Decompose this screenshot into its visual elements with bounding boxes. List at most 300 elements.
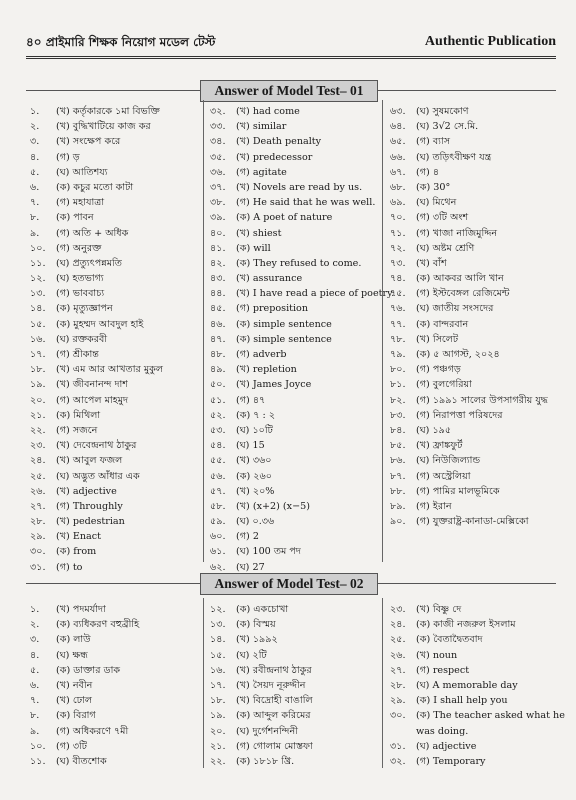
answer-text: (গ) ড় (56, 151, 80, 163)
answer-text: (ঘ) 27 (236, 561, 265, 573)
answer-text: (ক) মুহম্মদ আবদুল হাই (56, 318, 144, 330)
answer-number: ২৫. (30, 470, 46, 482)
answer-number: ৮৪. (390, 424, 406, 436)
answer-item (30, 362, 202, 377)
answer-number: ৮. (30, 212, 40, 224)
answer-text: (ক) ৭ : ২ (236, 409, 276, 421)
answer-number: ৩৭. (210, 181, 226, 193)
answer-item (390, 453, 556, 468)
answer-number: ৫৯. (210, 516, 226, 528)
answer-item (210, 195, 382, 210)
answer-text: (ঘ) 3√2 সে.মি. (416, 121, 479, 133)
answer-number: ২. (30, 619, 40, 631)
answer-item (30, 754, 202, 769)
answer-text: (ঘ) ২টি (236, 649, 267, 661)
answer-item (390, 438, 556, 453)
answer-text: (গ) respect (416, 664, 470, 676)
answer-number: ৩. (30, 634, 40, 646)
answer-item (210, 754, 382, 769)
answer-item (30, 134, 202, 149)
answer-number: ৬৩. (390, 106, 406, 117)
answer-number: ২৮. (390, 679, 406, 691)
answer-text: (ক) simple sentence (236, 333, 332, 345)
answer-text: (খ) সৈয়দ নূরুদ্দীন (236, 679, 306, 691)
answer-text: (খ) রবীন্দ্রনাথ ঠাকুর (236, 664, 312, 676)
answer-number: ৭১. (390, 227, 406, 239)
answer-number: ৩৫. (210, 151, 226, 163)
answer-text: (খ) James Joyce (236, 379, 312, 391)
answer-number: ৩০. (390, 710, 406, 722)
answer-number: ৭৬. (390, 303, 406, 315)
answer-text: (খ) shiest (236, 227, 282, 239)
answer-item (390, 484, 556, 499)
answer-text: (গ) 2 (236, 531, 259, 543)
answer-number: ৩২. (390, 755, 406, 767)
answer-text: (গ) ব্যাস (416, 136, 451, 148)
answer-item (30, 560, 202, 575)
answer-number: ৯. (30, 725, 40, 737)
answer-number: ৭৭. (390, 318, 406, 330)
answer-number: ৪. (30, 151, 40, 163)
answer-text: (ক) একচোখা (236, 604, 289, 615)
answer-item (30, 119, 202, 134)
answer-item (30, 663, 202, 678)
answer-number: ৬২. (210, 561, 226, 573)
answer-number: ১৭. (30, 349, 46, 360)
answer-number: ৩৪. (210, 136, 226, 148)
answer-item (30, 529, 202, 544)
answer-number: ৩০. (30, 546, 46, 558)
answer-number: ৪. (30, 649, 40, 661)
answer-text: (খ) কর্তৃকারকে ১মা বিভক্তি (56, 106, 160, 117)
answer-text: (গ) অধিকরণে ৭মী (56, 725, 129, 737)
answer-text: (গ) নিরাপত্তা পরিষদের (416, 409, 503, 421)
answer-item (210, 377, 382, 392)
answer-item (30, 617, 202, 632)
publisher-name: Authentic Publication (424, 34, 556, 49)
answer-item (390, 347, 556, 362)
answer-number: ৪৪. (210, 288, 226, 300)
answer-item (390, 693, 556, 708)
answer-number: ২৯. (30, 531, 46, 543)
answer-text: (খ) adjective (56, 485, 117, 497)
answer-number: ৪৩. (210, 273, 226, 285)
answer-item (210, 739, 382, 754)
answer-item (390, 617, 556, 632)
answer-number: ৮৯. (390, 500, 406, 512)
answer-item (210, 362, 382, 377)
answer-text: (খ) এম আর আখতার মুকুল (56, 364, 164, 376)
answer-item (210, 529, 382, 544)
answer-text: (গ) He said that he was well. (236, 197, 376, 209)
answer-number: ৮৩. (390, 409, 406, 421)
answer-item (30, 347, 202, 362)
answer-number: ২০. (30, 394, 46, 406)
answer-item (30, 195, 202, 210)
section2-column-2 (210, 602, 382, 769)
answer-item (30, 484, 202, 499)
answer-text: (ঘ) A memorable day (416, 679, 518, 691)
answer-number: ৭৮. (390, 333, 406, 345)
section1-title: Answer of Model Test– 01 (200, 80, 378, 102)
answer-number: ২৬. (30, 485, 46, 497)
answer-number: ৯০. (390, 516, 406, 528)
answer-item (210, 347, 382, 362)
answer-number: ১৩. (30, 288, 46, 300)
answer-number: ২. (30, 121, 40, 133)
answer-number: ৮. (30, 710, 40, 722)
answer-text: (ঘ) ১৯৫ (416, 424, 452, 436)
answer-number: ৬৫. (390, 136, 406, 148)
answer-text: (ক) ২৬০ (236, 470, 272, 482)
answer-number: ৩৮. (210, 197, 226, 209)
answer-item (210, 602, 382, 617)
answer-text: (ঘ) রক্তকরবী (56, 333, 108, 345)
answer-number: ১০. (30, 740, 46, 752)
answer-text: (খ) বাঁশ (416, 257, 447, 269)
answer-text: (খ) ২০% (236, 485, 275, 497)
answer-text: (গ) শ্রীকান্ত (56, 349, 99, 360)
answer-text: (গ) অনুরক্ত (56, 242, 102, 254)
answer-text: (ক) পাবন (56, 212, 94, 224)
answer-text: (খ) ১৯৯২ (236, 634, 278, 646)
answer-number: ১২. (210, 604, 226, 615)
answer-item (210, 119, 382, 134)
answer-text: (গ) ১৯৯১ সালের উপসাগরীয় যুদ্ধ (416, 394, 548, 406)
answer-text: (ঘ) ০.৩৬ (236, 516, 275, 528)
answer-text: (ঘ) জাতীয় সংসদের (416, 303, 494, 315)
answer-text: (ক) ১৮১৮ খ্রি. (236, 755, 295, 767)
answer-number: ৭৫. (390, 288, 406, 300)
answer-text: (ঘ) adjective (416, 740, 477, 752)
answer-text: (ঘ) হতভাগ্য (56, 273, 104, 285)
answer-text: (খ) assurance (236, 273, 303, 285)
answer-item (210, 256, 382, 271)
answer-text: (ক) They refused to come. (236, 257, 362, 269)
answer-text: (ঘ) অদ্ভুত আঁধার এক (56, 470, 140, 482)
answer-number: ২১. (210, 740, 226, 752)
answer-item (390, 150, 556, 165)
answer-number: ১৬. (210, 664, 226, 676)
answer-number: ৮৫. (390, 440, 406, 452)
answer-item (390, 210, 556, 225)
answer-text: (খ) ৩৬০ (236, 455, 272, 467)
answer-text: (খ) নবীন (56, 679, 93, 691)
answer-item (210, 317, 382, 332)
answer-number: ৮১. (390, 379, 406, 391)
answer-text: (ঘ) মিথেন (416, 197, 457, 209)
answer-item (210, 150, 382, 165)
answer-item (210, 423, 382, 438)
answer-item (390, 648, 556, 663)
answer-item (30, 210, 202, 225)
section1-column-2 (210, 104, 395, 575)
answer-text: (খ) Enact (56, 531, 101, 543)
answer-item (30, 693, 202, 708)
answer-item (30, 453, 202, 468)
answer-number: ৬. (30, 679, 40, 691)
answer-number: ১৮. (210, 695, 226, 707)
answer-number: ৯. (30, 227, 40, 239)
answer-text: (গ) বুলগেরিয়া (416, 379, 472, 391)
answer-text: (ঘ) বীতশোক (56, 755, 107, 767)
answer-text: (খ) সিলেট (416, 333, 459, 345)
answer-number: ৩৯. (210, 212, 226, 224)
answer-text: (গ) ৩টি অংশ (416, 212, 469, 224)
answer-item (30, 150, 202, 165)
answer-text: (ক) কচুর মতো কাটা (56, 181, 134, 193)
answer-item (390, 708, 565, 723)
answer-item (30, 544, 202, 559)
answer-number: ৭. (30, 197, 40, 209)
answer-text: (ক) মৃত্যুজ্ঞাপন (56, 303, 113, 315)
answer-item (390, 271, 556, 286)
answer-number: ৮৭. (390, 470, 406, 482)
answer-text: (ক) simple sentence (236, 318, 332, 330)
answer-item (30, 469, 202, 484)
answer-item (30, 317, 202, 332)
answer-number: ৫. (30, 664, 40, 676)
answer-text: (খ) noun (416, 649, 458, 661)
answer-item (210, 438, 382, 453)
answer-number: ৩১. (30, 561, 46, 573)
answer-item (210, 332, 382, 347)
answer-number: ৮২. (390, 394, 406, 406)
answer-item (390, 663, 556, 678)
answer-number: ৩৩. (210, 121, 226, 133)
answer-number: ২৪. (390, 619, 406, 631)
answer-text: (গ) আপেল মাহমুদ (56, 394, 129, 406)
answer-text: (গ) গোলাম মোস্তফা (236, 740, 313, 752)
answer-item (30, 393, 202, 408)
answer-number: ৫৪. (210, 440, 226, 452)
answer-text: (খ) Death penalty (236, 136, 322, 148)
answer-number: ৫৫. (210, 455, 226, 467)
answer-number: ৬৯. (390, 197, 406, 209)
answer-number: ১. (30, 604, 40, 615)
answer-number: ২২. (30, 424, 46, 436)
answer-number: ৮৬. (390, 455, 406, 467)
answer-item (390, 226, 556, 241)
answer-number: ৪৯. (210, 364, 226, 376)
answer-item (30, 226, 202, 241)
answer-item (390, 119, 556, 134)
answer-text: (খ) আবুল ফজল (56, 455, 123, 467)
answer-number: ১৩. (210, 619, 226, 631)
answer-number: ৭২. (390, 242, 406, 254)
answer-text: (গ) preposition (236, 303, 309, 315)
answer-item (30, 632, 202, 647)
answer-item (30, 678, 202, 693)
answer-item (390, 632, 556, 647)
answer-text: (ক) লাউ (56, 634, 91, 646)
answer-item (210, 241, 382, 256)
answer-number: ৭০. (390, 212, 406, 224)
answer-text: (ঘ) ক্ষন্ধ (56, 649, 88, 661)
answer-number: ৪৫. (210, 303, 226, 315)
answer-number: ২৬. (390, 649, 406, 661)
answer-number: ১৮. (30, 364, 46, 376)
answer-item (210, 393, 382, 408)
answer-text: (ঘ) 15 (236, 440, 265, 452)
answer-item (210, 484, 382, 499)
answer-text: (ক) from (56, 546, 97, 558)
answer-number: ২৭. (390, 664, 406, 676)
answer-text: (খ) predecessor (236, 151, 313, 163)
answer-item (390, 739, 556, 754)
answer-text: (খ) pedestrian (56, 516, 125, 528)
answer-text: (গ) যুক্তরাষ্ট্র-কানাডা-মেক্সিকো (416, 516, 529, 528)
answer-number: ১৬. (30, 333, 46, 345)
answer-number: ৬৭. (390, 166, 406, 178)
answer-item (210, 210, 382, 225)
answer-text: (ঘ) দুর্গেশনন্দিনী (236, 725, 298, 737)
answer-item (30, 165, 202, 180)
answer-item (210, 408, 382, 423)
section2-title: Answer of Model Test– 02 (200, 573, 378, 595)
answer-number: ৫০. (210, 379, 226, 391)
answer-text: (খ) বিদ্রোহী বাঙালি (236, 695, 313, 707)
answer-item (30, 438, 202, 453)
answer-item (390, 241, 556, 256)
answer-text: (গ) পঞ্চগড় (416, 364, 461, 376)
section2-divider-2 (382, 598, 383, 768)
answer-item (30, 708, 202, 723)
answer-number: ৮৮. (390, 485, 406, 497)
answer-text: (ঘ) ১০টি (236, 424, 273, 436)
answer-number: ৬৮. (390, 181, 406, 193)
answer-text: (ক) বান্দরবান (416, 318, 469, 330)
answer-text: (গ) Temporary (416, 755, 486, 767)
answer-number: ১৭. (210, 679, 226, 691)
answer-text: (গ) ৩টি (56, 740, 88, 752)
answer-number: ৪৮. (210, 349, 226, 360)
answer-text: (ঘ) নিউজিল্যান্ড (416, 455, 481, 467)
answer-item (390, 377, 556, 392)
answer-item (210, 708, 382, 723)
answer-text: (গ) ইরান (416, 500, 452, 512)
answer-number: ৩২. (210, 106, 226, 117)
answer-text: (গ) মহাযাত্রা (56, 197, 105, 209)
answer-number: ৪০. (210, 227, 226, 239)
answer-item (390, 602, 556, 617)
answer-item (390, 165, 556, 180)
answer-item (30, 408, 202, 423)
answer-item (210, 663, 382, 678)
answer-text: (খ) I have read a piece of poetry. (236, 288, 395, 300)
answer-item (30, 499, 202, 514)
answer-item (390, 499, 556, 514)
answer-number: ২১. (30, 409, 46, 421)
answer-number: ১১. (30, 257, 46, 269)
answer-text: (ঘ) সুষমকোণ (416, 106, 469, 117)
answer-text: (ক) আকবর আলি খান (416, 273, 504, 285)
answer-text: (খ) (x+2) (x−5) (236, 500, 310, 512)
answer-item (210, 678, 382, 693)
answer-text: (গ) adverb (236, 349, 287, 360)
answer-number: ৬৬. (390, 151, 406, 163)
answer-number: ১৪. (210, 634, 226, 646)
answer-item (210, 632, 382, 647)
answer-item (210, 469, 382, 484)
answer-number: ৫৬. (210, 470, 226, 482)
page-header-title: ৪০ প্রাইমারি শিক্ষক নিয়োগ মডেল টেস্ট (26, 35, 216, 49)
answer-item (30, 648, 202, 663)
answer-text: (ঘ) 100 তম পদ (236, 546, 301, 558)
section1-column-1 (30, 104, 202, 575)
answer-number: ৩৬. (210, 166, 226, 178)
answer-number: ৫. (30, 166, 40, 178)
section2-column-3 (390, 602, 565, 769)
answer-number: ৬০. (210, 531, 226, 543)
answer-text: (খ) ফ্রাঙ্কফুর্ট (416, 440, 463, 452)
answer-item (390, 256, 556, 271)
answer-text: (ক) মিথিলা (56, 409, 101, 421)
answer-text: (ক) will (236, 242, 271, 254)
answer-number: ৫৩. (210, 424, 226, 436)
answer-item (210, 134, 382, 149)
answer-item (30, 241, 202, 256)
answer-text: (গ) খাজা নাজিমুদ্দিন (416, 227, 498, 239)
answer-text: (খ) সংক্ষেপ করে (56, 136, 121, 148)
answer-item (30, 104, 202, 119)
answer-text: (ক) ডাক্তার ডাক (56, 664, 121, 676)
answer-text: (খ) বিষ্ণু দে (416, 604, 462, 615)
answer-item (390, 104, 556, 119)
answer-text: (ক) আব্দুল করিমের (236, 710, 311, 722)
answer-number: ৭. (30, 695, 40, 707)
answer-number: ২৩. (390, 604, 406, 615)
answer-item (30, 301, 202, 316)
answer-number: ৩১. (390, 740, 406, 752)
answer-text: (ঘ) আতিশয্য (56, 166, 108, 178)
answer-item (390, 362, 556, 377)
answer-number: ৫৭. (210, 485, 226, 497)
answer-text: (ক) ৫ আগস্ট, ২০২৪ (416, 349, 500, 360)
answer-item (30, 180, 202, 195)
answer-text: (খ) repletion (236, 364, 297, 376)
answer-number: ২৭. (30, 500, 46, 512)
answer-number: ৪১. (210, 242, 226, 254)
answer-item (390, 408, 556, 423)
answer-text: (ক) ব্যধিকরণ বহুব্রীহি (56, 619, 140, 631)
answer-number: ৭৯. (390, 349, 406, 360)
answer-item (390, 678, 556, 693)
answer-number: ১০. (30, 242, 46, 254)
answer-number: ৬১. (210, 546, 226, 558)
answer-text: (খ) দেবেন্দ্রনাথ ঠাকুর (56, 440, 137, 452)
answer-item (30, 286, 202, 301)
answer-text: (গ) অতি + অধিক (56, 227, 129, 239)
answer-item (390, 393, 556, 408)
answer-text: (ঘ) প্রত্যুৎপন্নমতি (56, 257, 122, 269)
answer-item (210, 104, 382, 119)
answer-text: (খ) had come (236, 106, 300, 117)
answer-text: (ক) I shall help you (416, 695, 508, 707)
answer-number: ৫২. (210, 409, 226, 421)
section1-column-3 (390, 104, 556, 529)
answer-number: ৮০. (390, 364, 406, 376)
answer-item (390, 301, 556, 316)
answer-item (390, 724, 556, 739)
answer-item (30, 377, 202, 392)
answer-number: ২৯. (390, 695, 406, 707)
answer-number: ৪৭. (210, 333, 226, 345)
answer-text: (গ) ৪ (416, 166, 440, 178)
answer-item (210, 180, 382, 195)
answer-item (30, 602, 202, 617)
answer-number: ৫১. (210, 394, 226, 406)
